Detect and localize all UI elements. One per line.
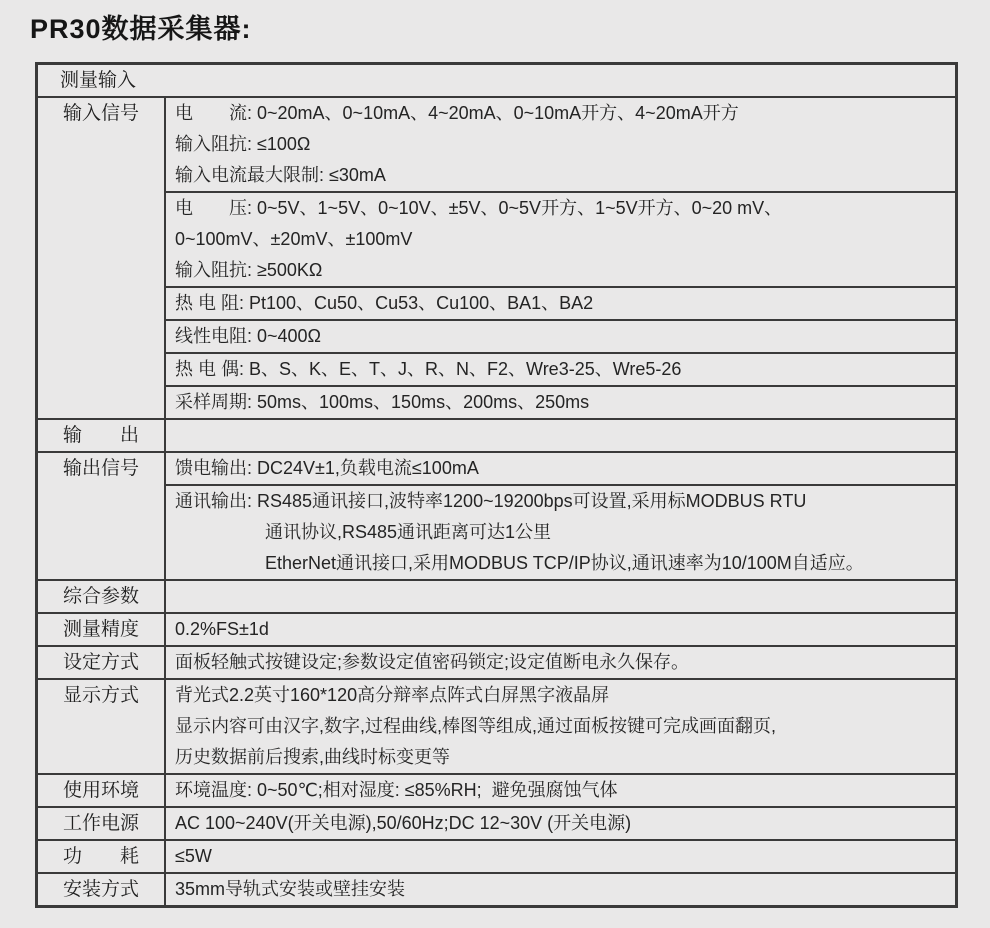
row-label: 功 耗	[38, 841, 166, 872]
spec-line: 通讯输出: RS485通讯接口,波特率1200~19200bps可设置,采用标MODBUS RTU	[175, 491, 807, 511]
spec-cell	[166, 841, 955, 872]
spec-line: 热 电 阻: Pt100、Cu50、Cu53、Cu100、BA1、BA2	[175, 293, 594, 313]
spec-cell	[166, 680, 955, 773]
spec-line: 显示内容可由汉字,数字,过程曲线,棒图等组成,通过面板按键可完成画面翻页,	[175, 716, 777, 736]
table-row	[38, 645, 955, 678]
row-label: 工作电源	[38, 808, 166, 839]
table-row	[38, 806, 955, 839]
spec-table	[35, 62, 958, 908]
spec-cell	[166, 286, 955, 319]
row-content	[166, 614, 955, 645]
spec-line: 热 电 偶: B、S、K、E、T、J、R、N、F2、Wre3-25、Wre5-26	[175, 359, 682, 379]
spec-line: 电 流: 0~20mA、0~10mA、4~20mA、0~10mA开方、4~20mA开方	[175, 103, 739, 123]
spec-cell	[166, 874, 955, 905]
row-label: 安装方式	[38, 874, 166, 905]
spec-line: 输入电流最大限制: ≤30mA	[175, 165, 386, 185]
row-content	[166, 841, 955, 872]
spec-line: 输入阻抗: ≥500KΩ	[175, 260, 323, 280]
row-content	[166, 874, 955, 905]
spec-cell	[166, 484, 955, 579]
spec-cell	[166, 385, 955, 418]
spec-line: ≤5W	[175, 846, 212, 866]
row-content	[166, 98, 955, 418]
table-row	[38, 612, 955, 645]
row-label: 输 出	[38, 420, 166, 451]
table-row	[38, 451, 955, 579]
table-row	[38, 839, 955, 872]
spec-line: 电 压: 0~5V、1~5V、0~10V、±5V、0~5V开方、1~5V开方、0~20 mV、	[175, 198, 783, 218]
spec-cell	[166, 352, 955, 385]
spec-line: EtherNet通讯接口,采用MODBUS TCP/IP协议,通讯速率为10/100M自适应。	[265, 553, 864, 573]
table-row	[38, 96, 955, 418]
row-content	[166, 453, 955, 579]
spec-line: 面板轻触式按键设定;参数设定值密码锁定;设定值断电永久保存。	[175, 652, 689, 672]
spec-line: 通讯协议,RS485通讯距离可达1公里	[265, 522, 552, 542]
row-content	[166, 775, 955, 806]
spec-cell	[166, 581, 955, 612]
spec-line	[166, 420, 955, 451]
table-row	[38, 872, 955, 905]
row-label: 输出信号	[38, 453, 166, 579]
row-label: 输入信号	[38, 98, 166, 418]
spec-line: 35mm导轨式安装或壁挂安装	[175, 879, 406, 899]
spec-line: 馈电输出: DC24V±1,负载电流≤100mA	[175, 458, 479, 478]
spec-line	[166, 581, 955, 612]
row-content	[166, 581, 955, 612]
spec-cell	[166, 98, 955, 191]
row-content	[166, 420, 955, 451]
spec-cell	[166, 647, 955, 678]
spec-cell	[166, 191, 955, 286]
row-label: 综合参数	[38, 581, 166, 612]
row-content	[166, 808, 955, 839]
spec-line: 线性电阻: 0~400Ω	[175, 326, 322, 346]
table-row	[38, 65, 955, 96]
spec-line: AC 100~240V(开关电源),50/60Hz;DC 12~30V (开关电源)	[175, 813, 632, 833]
row-label: 使用环境	[38, 775, 166, 806]
spec-cell	[166, 775, 955, 806]
spec-cell	[166, 808, 955, 839]
spec-line: 采样周期: 50ms、100ms、150ms、200ms、250ms	[175, 392, 590, 412]
table-row	[38, 678, 955, 773]
row-label: 测量精度	[38, 614, 166, 645]
row-content	[166, 647, 955, 678]
spec-cell	[166, 614, 955, 645]
table-row	[38, 418, 955, 451]
row-label: 设定方式	[38, 647, 166, 678]
table-row	[38, 579, 955, 612]
spec-line: 历史数据前后搜索,曲线时标变更等	[175, 747, 450, 767]
table-row	[38, 773, 955, 806]
row-content	[166, 680, 955, 773]
spec-cell	[166, 319, 955, 352]
spec-line: 背光式2.2英寸160*120高分辩率点阵式白屏黑字液晶屏	[175, 685, 610, 705]
spec-line: 0~100mV、±20mV、±100mV	[175, 229, 413, 249]
page-title: PR30数据采集器:	[30, 14, 252, 44]
section-label: 测量输入	[60, 70, 137, 91]
spec-line: 0.2%FS±1d	[175, 619, 269, 639]
spec-line: 输入阻抗: ≤100Ω	[175, 134, 311, 154]
spec-cell	[166, 420, 955, 451]
spec-line: 环境温度: 0~50℃;相对湿度: ≤85%RH; 避免强腐蚀气体	[175, 780, 618, 800]
row-label: 显示方式	[38, 680, 166, 773]
spec-cell	[166, 453, 955, 484]
